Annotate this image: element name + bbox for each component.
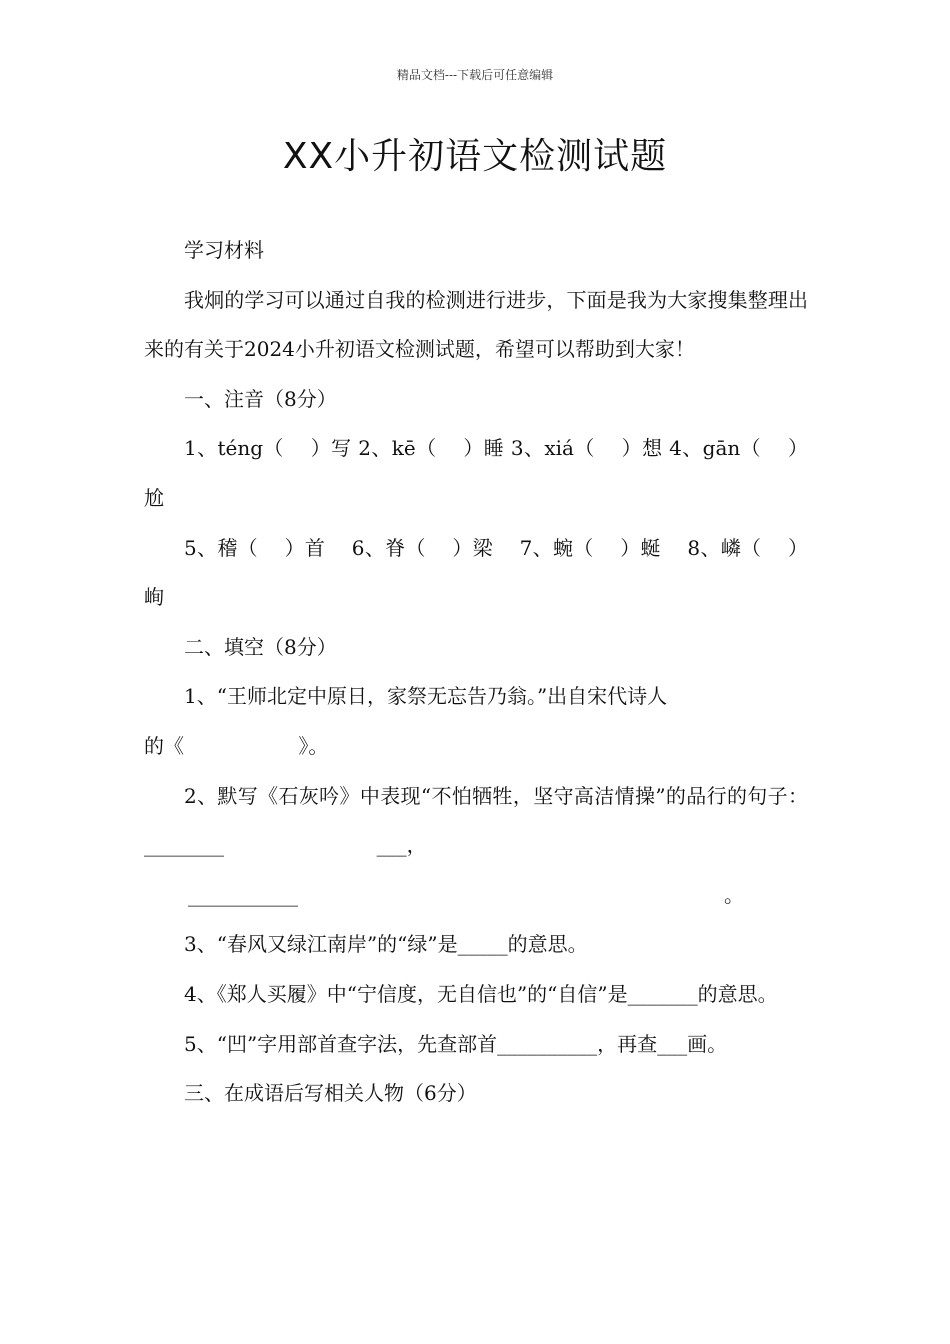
section-heading-pinyin: 一、注音（8分） [184, 386, 337, 411]
section-heading-idioms: 三、在成语后写相关人物（6分） [184, 1081, 477, 1106]
question-fill-1-continued: 的《 》。 [144, 733, 329, 758]
question-fill-2-answer-line [144, 871, 808, 921]
page-header-note: 精品文档---下载后可任意编辑 [396, 68, 554, 82]
question-fill-1: 1、“王师北定中原日，家祭无忘告乃翁。”出自宋代诗人 [184, 684, 668, 709]
question-pinyin-1-4: 1、téng（ ）写 2、kē（ ）睡 3、xiá（ ）想 4、gān（ ）尬 [144, 436, 808, 510]
answer-blank: ___________ [188, 882, 298, 907]
section-heading-fill-blank: 二、填空（8分） [184, 634, 337, 659]
document-body [144, 226, 808, 1119]
paragraph-intro: 我炯的学习可以通过自我的检测进行进步，下面是我为大家搜集整理出来的有关于2024小升初语文检测试题，希望可以帮助到大家！ [144, 287, 808, 362]
question-fill-3: 3、“春风又绿江南岸”的“绿”是_____的意思。 [184, 932, 588, 957]
paragraph-study-material: 学习材料 [184, 238, 264, 262]
question-fill-4: 4、《郑人买履》中“宁信度，无自信也”的“自信”是_______的意思。 [184, 981, 778, 1006]
document-title: XX小升初语文检测试题 [282, 136, 668, 177]
question-fill-5: 5、“凹”字用部首查字法，先查部首__________，再查___画。 [184, 1031, 728, 1056]
question-fill-2: 2、默写《石灰吟》中表现“不怕牺牲，坚守高洁情操”的品行的句子：________ ___， [144, 783, 808, 858]
question-pinyin-5-8: 5、稽（ ）首 6、脊（ ）梁 7、蜿（ ）蜒 8、嶙（ ）峋 [144, 535, 808, 610]
answer-end-mark: 。 [724, 882, 744, 907]
